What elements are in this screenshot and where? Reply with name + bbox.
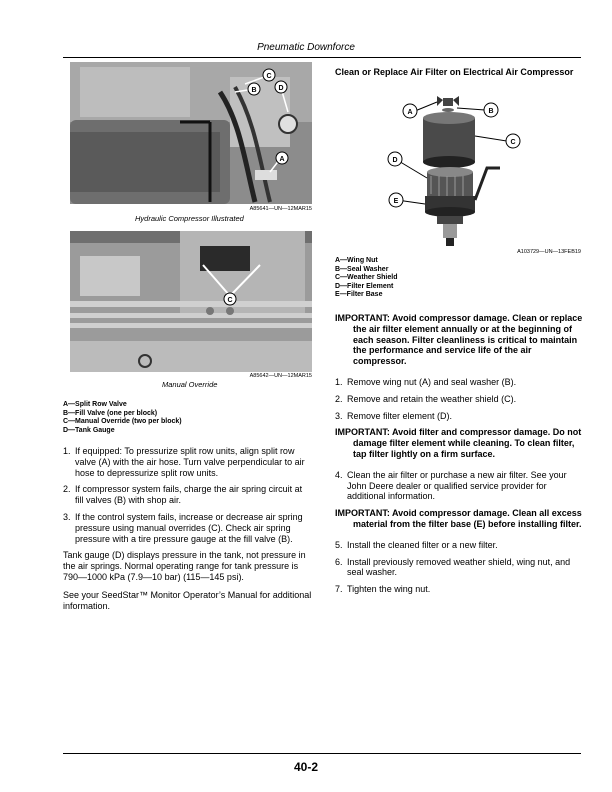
- important-note: IMPORTANT: Avoid compressor damage. Clean or replace the air filter element annually or at the beginning of each season. Filter cleanliness is critical to maintain the performance and service life of the air compressor.: [335, 313, 583, 367]
- figure1-caption: Hydraulic Compressor Illustrated: [135, 214, 244, 223]
- legend-item: D—Tank Gauge: [63, 426, 115, 434]
- right-steps-1: [335, 377, 583, 421]
- callout-d: [388, 152, 402, 166]
- svg-text:A: A: [407, 109, 413, 116]
- step-item: 6. Install previously removed weather shield, wing nut, and seal washer.: [335, 556, 571, 578]
- see-manual-paragraph: See your SeedStar™ Monitor Operator’s Manual for additional information.: [63, 589, 312, 611]
- figure1-callouts: [70, 62, 312, 204]
- svg-text:C: C: [266, 73, 272, 80]
- svg-text:D: D: [392, 157, 398, 164]
- legend-item: C—Manual Override (two per block): [63, 418, 182, 425]
- left-column-body: [63, 446, 313, 618]
- callout-b: [484, 103, 498, 117]
- important-note: IMPORTANT: Avoid compressor damage. Clean all excess material from the filter base (E) before installing filter.: [335, 508, 582, 529]
- legend-item: E—Filter Base: [335, 291, 383, 298]
- header-divider: [63, 57, 581, 58]
- figure1-code: A85641—UN—12MAR15: [249, 206, 312, 212]
- legend-item: C—Weather Shield: [335, 274, 398, 281]
- right-legend: [335, 257, 581, 300]
- step-item: 7. Tighten the wing nut.: [335, 584, 431, 595]
- callout-c: [224, 293, 236, 305]
- step-item: 1. Remove wing nut (A) and seal washer (B).: [335, 376, 517, 387]
- figure2-callouts: [70, 231, 312, 372]
- callout-e: [389, 193, 403, 207]
- right-steps-3: [335, 540, 583, 595]
- left-steps: [63, 446, 313, 544]
- figure2-caption: Manual Override: [162, 380, 218, 389]
- svg-text:A: A: [279, 156, 285, 163]
- figure3-code: A103729—UN—13FEB19: [517, 249, 581, 255]
- svg-text:D: D: [278, 85, 284, 92]
- callout-c: [506, 134, 520, 148]
- svg-text:B: B: [251, 87, 257, 94]
- air-filter-diagram: [375, 96, 535, 248]
- callout-a: [403, 104, 417, 118]
- svg-text:C: C: [227, 297, 233, 304]
- svg-text:C: C: [510, 139, 516, 146]
- legend-item: A—Wing Nut: [335, 257, 378, 264]
- tank-gauge-paragraph: Tank gauge (D) displays pressure in the tank, not pressure in the air springs. Normal operating range for tank pressure is 790—1000 kPa (7.9—10 bar) (115—145 psi).: [63, 550, 306, 582]
- step-item: 3. If the control system fails, increase or decrease air spring pressure using manual overrides (C). Check air spring pressure with a tire pressure gauge at the fill valve (B).: [63, 511, 303, 544]
- callout-b: [248, 83, 260, 95]
- legend-item: B—Fill Valve (one per block): [63, 409, 158, 417]
- right-steps-2: [335, 470, 583, 502]
- step-item: 4. Clean the air filter or purchase a new air filter. See your John Deere dealer or qualified service provider for additional information.: [335, 469, 567, 502]
- section-heading: Clean or Replace Air Filter on Electrical Air Compressor: [335, 67, 574, 77]
- legend-item: B—Seal Washer: [335, 265, 389, 273]
- svg-text:B: B: [488, 108, 494, 115]
- step-item: 3. Remove filter element (D).: [335, 410, 453, 421]
- step-item: 2. Remove and retain the weather shield (C).: [335, 393, 517, 404]
- page-header-title: Pneumatic Downforce: [257, 42, 355, 53]
- important-note: IMPORTANT: Avoid filter and compressor damage. Do not damage filter element while cleaning. To clean filter, tap filter lightly on a firm surface.: [335, 427, 582, 459]
- figure2-code: A85642—UN—12MAR15: [249, 373, 312, 379]
- callout-d: [275, 81, 287, 93]
- step-item: 2. If compressor system fails, charge the air spring circuit at fill valves (B) with shop air.: [63, 484, 303, 506]
- page-number: 40-2: [293, 760, 319, 774]
- left-legend: [63, 401, 313, 435]
- step-item: 5. Install the cleaned filter or a new filter.: [335, 539, 498, 550]
- legend-item: A—Split Row Valve: [63, 401, 127, 408]
- right-column-body: [335, 313, 583, 601]
- svg-text:E: E: [393, 198, 399, 205]
- legend-item: D—Filter Element: [335, 282, 394, 290]
- callout-c: [263, 69, 275, 81]
- callout-a: [276, 152, 288, 164]
- footer-divider: [63, 753, 581, 754]
- step-item: 1. If equipped: To pressurize split row units, align split row valve (A) with the air hose. Turn valve perpendicular to air hose to depressurize split row units.: [63, 446, 305, 478]
